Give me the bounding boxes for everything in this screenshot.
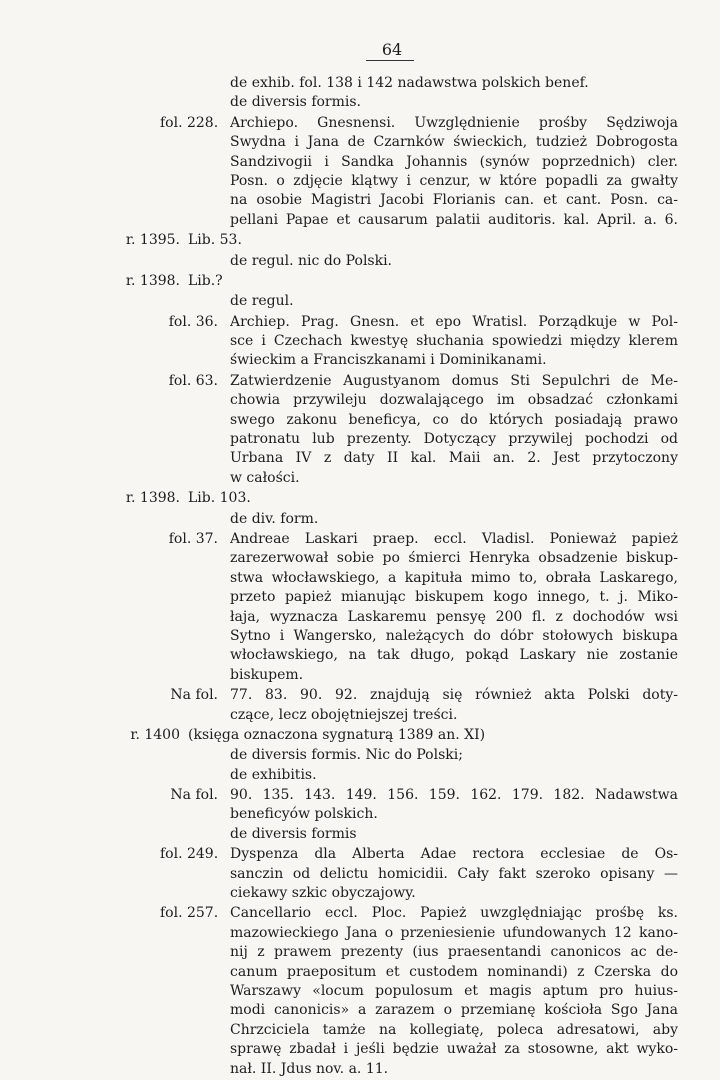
entry-line: Posn. o zdjęcie klątwy i cenzur, w które popadli za gwałty — [230, 172, 678, 189]
entry-line: de diversis formis — [230, 825, 357, 842]
folio-marker: Na fol. — [170, 687, 218, 704]
folio-marker: fol. 228. — [160, 114, 219, 131]
year-entry — [0, 272, 720, 291]
entry-line: chowia przywileju dozwalającego im obsadzać członkami — [230, 392, 678, 409]
entry-line: mazowieckiego Jana o przeniesienie ufundowanych 12 kano- — [230, 924, 678, 941]
entry-line: zarezerwował sobie po śmierci Henryka obsadzenie biskup- — [230, 550, 678, 567]
entry-line: Urbana IV z daty II kal. Maii an. 2. Jest przytoczony — [230, 450, 678, 467]
folio-marker: fol. 249. — [160, 846, 219, 863]
entry-continuation — [0, 252, 720, 271]
page-number-rule — [366, 60, 414, 61]
entry-line: canum praepositum et custodem nominandi) z Czerska do — [230, 963, 678, 980]
entry-line: Lib. 103. — [188, 490, 251, 507]
entry-line: Sandzivogii i Sandka Johannis (synów poprzednich) cler. — [230, 153, 678, 170]
entry-line: de diversis formis. — [230, 94, 362, 111]
entry-line: de exhib. fol. 138 i 142 nadawstwa polskich benef. — [230, 75, 589, 91]
entry-line: stwa włocławskiego, a kapituła mimo to, obrała Laskarego, — [230, 569, 678, 586]
entry-line: Archiep. Prag. Gnesn. et epo Wratisl. Porządkuje w Pol- — [230, 313, 678, 330]
folio-entry — [0, 845, 720, 903]
entry-line: de regul. — [230, 293, 294, 310]
entry-line: modi canonicis» a zarazem o przemianę kościoła Sgo Jana — [230, 1002, 678, 1019]
folio-entry — [0, 313, 720, 371]
entry-line: (księga oznaczona sygnaturą 1389 an. XI) — [188, 726, 486, 743]
entry-line: ciekawy szkic obyczajowy. — [230, 885, 416, 902]
folio-marker: Na fol. — [170, 787, 218, 804]
folio-entry — [0, 372, 720, 488]
entry-line: na osobie Magistri Jacobi Florianis can. et cant. Posn. ca- — [230, 192, 678, 209]
year-marker: r. 1400 — [130, 726, 180, 743]
folio-entry — [0, 904, 720, 1079]
folio-entry — [0, 530, 720, 685]
entry-line: Chrzciciela tamże na kollegiatę, poleca adresatowi, aby — [230, 1021, 678, 1038]
entry-line: de exhibitis. — [230, 766, 317, 783]
entry-line: świeckim a Franciszkanami i Dominikanami. — [230, 352, 547, 369]
entry-continuation — [0, 74, 720, 113]
year-marker: r. 1395. — [125, 232, 180, 249]
entry-line: włocławskiego, na tak długo, pokąd Laskary nie zostanie — [230, 647, 678, 664]
entry-line: de regul. nic do Polski. — [230, 252, 393, 269]
entry-line: łaja, wyznacza Laskaremu pensyę 200 fl. z dochodów wsi — [230, 608, 678, 625]
entry-line: sprawę zbadał i jeśli będzie uważał za stosowne, akt wyko- — [230, 1041, 678, 1058]
year-marker: r. 1398. — [125, 272, 180, 289]
entry-line: biskupem. — [230, 666, 304, 683]
entry-line: Zatwierdzenie Augustyanom domus Sti Sepulchri de Me- — [230, 372, 678, 389]
entry-line: czące, lecz obojętniejszej treści. — [230, 706, 458, 723]
entry-line: Sytno i Wangersko, należących do dóbr stołowych biskupa — [230, 627, 678, 644]
entry-line: 90. 135. 143. 149. 156. 159. 162. 179. 182. Nadawstwa — [230, 787, 678, 804]
entry-line: Lib.? — [188, 272, 223, 289]
folio-marker: fol. 37. — [168, 530, 218, 547]
folio-marker: fol. 63. — [168, 372, 218, 389]
entries-list — [0, 74, 720, 1080]
entry-continuation — [0, 292, 720, 311]
entry-line: przeto papież mianując biskupem kogo innego, t. j. Miko- — [230, 589, 678, 606]
year-entry — [0, 489, 720, 508]
folio-entry — [0, 114, 720, 230]
year-marker: r. 1398. — [125, 490, 180, 507]
entry-line: Dyspenza dla Alberta Adae rectora ecclesiae de Os- — [230, 846, 678, 863]
folio-marker: fol. 36. — [168, 313, 218, 330]
entry-line: sanczin od delictu homicidii. Cały fakt szeroko opisany — — [230, 865, 678, 882]
entry-line: w całości. — [230, 469, 300, 486]
entry-line: Warszawy «locum populosum et magis aptum pro huius- — [230, 982, 678, 999]
folio-entry — [0, 686, 720, 725]
entry-line: nij z prawem prezenty (ius praesentandi canonicos ac de- — [230, 944, 678, 961]
entry-line: Swydna i Jana de Czarnków świeckich, tudzież Dobrogosta — [230, 134, 678, 151]
entry-continuation — [0, 746, 720, 785]
entry-line: beneficyów polskich. — [230, 806, 378, 823]
folio-entry — [0, 786, 720, 844]
entry-line: swego zakonu beneficya, co do których posiadają prawo — [230, 411, 678, 428]
entry-line: Lib. 53. — [188, 232, 242, 249]
entry-line: Andreae Laskari praep. eccl. Vladisl. Ponieważ papież — [230, 530, 678, 547]
entry-line: nał. II. Jdus nov. a. 11. — [230, 1060, 389, 1077]
entry-line: patronatu lub prezenty. Dotyczący przywilej pochodzi od — [230, 431, 678, 448]
entry-line: Cancellario eccl. Ploc. Papież uwzględniając prośbę ks. — [230, 905, 678, 922]
entry-line: de diversis formis. Nic do Polski; — [230, 747, 463, 764]
entry-line: pellani Papae et causarum palatii auditoris. kal. April. a. 6. — [230, 211, 678, 228]
entry-line: de div. form. — [230, 510, 319, 527]
year-entry — [0, 726, 720, 745]
page-number: 64 — [381, 40, 403, 59]
entry-continuation — [0, 510, 720, 529]
entry-line: Archiepo. Gnesnensi. Uwzględnienie prośby Sędziwoja — [230, 114, 678, 131]
year-entry — [0, 231, 720, 250]
entry-line: sce i Czechach kwestyę słuchania spowiedzi między klerem — [230, 333, 678, 350]
folio-marker: fol. 257. — [160, 905, 219, 922]
entry-line: 77. 83. 90. 92. znajdują się również akta Polski doty- — [230, 687, 678, 704]
